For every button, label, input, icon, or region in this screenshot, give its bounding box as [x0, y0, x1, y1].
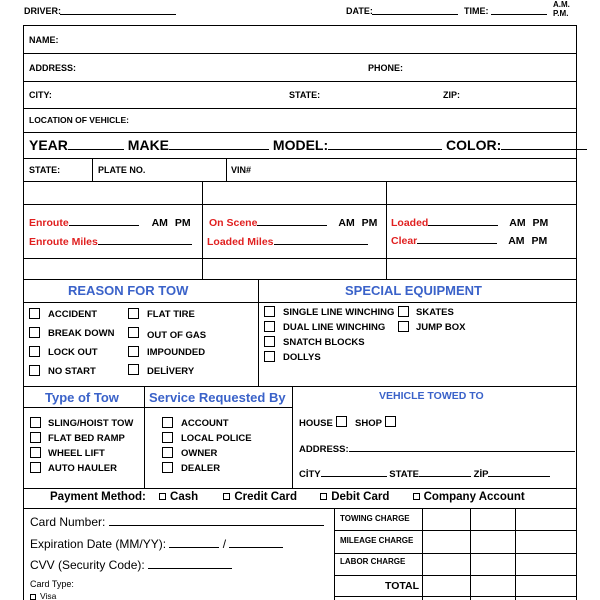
make-label: MAKE [127, 137, 170, 153]
total-label: TOTAL [385, 580, 420, 592]
vehicle-state-label: STATE: [29, 165, 61, 175]
enroute-row: Enroute AM PM [29, 217, 191, 229]
labor-charge-label: LABOR CHARGE [340, 557, 406, 566]
service-title: Service Requested By [149, 390, 286, 405]
account-label: ACCOUNT [181, 418, 229, 429]
towed-state-field[interactable] [419, 467, 471, 477]
flat-bed-checkbox[interactable] [30, 432, 41, 443]
year-field[interactable] [68, 137, 124, 150]
delivery-checkbox[interactable] [128, 364, 139, 375]
clear-row: Clear AM PM [391, 235, 548, 247]
snatch-blocks-label: SNATCH BLOCKS [283, 337, 365, 348]
dollys-label: DOLLYS [283, 352, 321, 363]
color-field[interactable] [501, 137, 587, 150]
date-label: DATE: [346, 6, 373, 16]
cvv-row: CVV (Security Code): [30, 557, 232, 572]
owner-label: OWNER [181, 448, 218, 459]
out-of-gas-checkbox[interactable] [128, 327, 139, 338]
city-label: CITY: [29, 90, 52, 100]
wheel-lift-label: WHEEL LIFT [48, 448, 105, 459]
visa-option[interactable]: Visa [30, 591, 56, 600]
debit-card-option[interactable]: Debit Card [320, 491, 389, 503]
date-field[interactable] [372, 5, 458, 15]
break-down-label: BREAK DOWN [48, 328, 115, 339]
local-police-label: LOCAL POLICE [181, 433, 252, 444]
payment-method-row [50, 491, 525, 503]
flat-bed-label: FLAT BED RAMP [48, 433, 125, 444]
jump-box-checkbox[interactable] [398, 321, 409, 332]
towed-address-row: ADDRESS: [299, 442, 575, 455]
mileage-charge-label: MILEAGE CHARGE [340, 536, 414, 545]
delivery-label: DELİVERY [147, 366, 195, 377]
owner-checkbox[interactable] [162, 447, 173, 458]
company-account-option[interactable]: Company Account [413, 491, 525, 503]
out-of-gas-label: OUT OF GAS [147, 330, 207, 341]
shop-label: SHOP [355, 418, 382, 429]
towed-to-title: VEHICLE TOWED TO [379, 390, 484, 402]
towed-city-field[interactable] [321, 467, 387, 477]
sling-hoist-label: SLING/HOIST TOW [48, 418, 134, 429]
dollys-checkbox[interactable] [264, 351, 275, 362]
payment-method-label: Payment Method: [50, 491, 146, 503]
impounded-checkbox[interactable] [128, 346, 139, 357]
loaded-row: Loaded AM PM [391, 217, 549, 229]
address-label: ADDRESS: [29, 63, 77, 73]
no-start-checkbox[interactable] [29, 365, 40, 376]
local-police-checkbox[interactable] [162, 432, 173, 443]
accident-checkbox[interactable] [29, 308, 40, 319]
location-label: LOCATION OF VEHICLE: [29, 115, 129, 125]
card-number-field[interactable] [109, 514, 324, 526]
impounded-label: IMPOUNDED [147, 347, 206, 358]
loaded-field[interactable] [428, 216, 498, 226]
sling-hoist-checkbox[interactable] [30, 417, 41, 428]
zip-label: ZIP: [443, 90, 460, 100]
flat-tire-label: FLAT TIRE [147, 309, 195, 320]
driver-label: DRIVER: [24, 6, 62, 16]
shop-checkbox[interactable] [385, 416, 396, 427]
enroute-field[interactable] [69, 216, 139, 226]
wheel-lift-checkbox[interactable] [30, 447, 41, 458]
am-label: A.M. [553, 0, 570, 9]
towed-zip-field[interactable] [488, 467, 550, 477]
equipment-title: SPECIAL EQUIPMENT [345, 283, 483, 298]
towing-charge-label: TOWING CHARGE [340, 514, 410, 523]
dealer-checkbox[interactable] [162, 462, 173, 473]
expiration-row: Expiration Date (MM/YY): / [30, 536, 283, 551]
dealer-label: DEALER [181, 463, 221, 474]
cvv-field[interactable] [148, 557, 232, 569]
auto-hauler-label: AUTO HAULER [48, 463, 117, 474]
enroute-miles-field[interactable] [98, 235, 192, 245]
account-checkbox[interactable] [162, 417, 173, 428]
dual-line-winching-checkbox[interactable] [264, 321, 275, 332]
lock-out-label: LOCK OUT [48, 347, 98, 358]
snatch-blocks-checkbox[interactable] [264, 336, 275, 347]
pm-label: P.M. [553, 9, 569, 18]
flat-tire-checkbox[interactable] [128, 308, 139, 319]
exp-year-field[interactable] [229, 536, 283, 548]
dual-line-winching-label: DUAL LINE WINCHING [283, 322, 386, 333]
time-field[interactable] [491, 5, 547, 15]
year-label: YEAR [29, 137, 68, 153]
time-label: TIME: [464, 6, 489, 16]
model-label: MODEL: [272, 137, 329, 153]
skates-label: SKATES [416, 307, 454, 318]
clear-field[interactable] [417, 234, 497, 244]
enroute-miles-row: Enroute Miles [29, 235, 192, 248]
vin-label: VIN# [231, 165, 252, 175]
single-line-winching-checkbox[interactable] [264, 306, 275, 317]
no-start-label: NO START [48, 366, 96, 377]
on-scene-field[interactable] [257, 216, 327, 226]
house-label: HOUSE [299, 418, 333, 429]
towed-city-row: CİTY STATE ZİP [299, 467, 550, 480]
cash-option[interactable]: Cash [159, 491, 198, 503]
driver-field[interactable] [60, 5, 176, 15]
exp-month-field[interactable] [169, 536, 219, 548]
break-down-checkbox[interactable] [29, 327, 40, 338]
loaded-miles-row: Loaded Miles [207, 235, 368, 248]
card-type-label: Card Type: [30, 579, 74, 589]
phone-label: PHONE: [368, 63, 404, 73]
accident-label: ACCIDENT [48, 309, 98, 320]
skates-checkbox[interactable] [398, 306, 409, 317]
single-line-winching-label: SINGLE LINE WINCHING [283, 307, 395, 318]
towed-address-field[interactable] [349, 442, 575, 452]
loaded-miles-field[interactable] [274, 235, 368, 245]
state-label: STATE: [289, 90, 321, 100]
lock-out-checkbox[interactable] [29, 346, 40, 357]
color-label: COLOR: [446, 137, 502, 153]
house-checkbox[interactable] [336, 416, 347, 427]
auto-hauler-checkbox[interactable] [30, 462, 41, 473]
plate-label: PLATE NO. [98, 165, 146, 175]
name-label: NAME: [29, 35, 59, 45]
reason-title: REASON FOR TOW [68, 283, 189, 298]
on-scene-row: On Scene AM PM [209, 217, 378, 229]
tow-type-title: Type of Tow [45, 390, 119, 405]
credit-card-option[interactable]: Credit Card [223, 491, 297, 503]
model-field[interactable] [328, 137, 442, 150]
vehicle-line [29, 137, 587, 153]
make-field[interactable] [169, 137, 269, 150]
jump-box-label: JUMP BOX [416, 322, 466, 333]
card-number-row: Card Number: [30, 514, 324, 529]
